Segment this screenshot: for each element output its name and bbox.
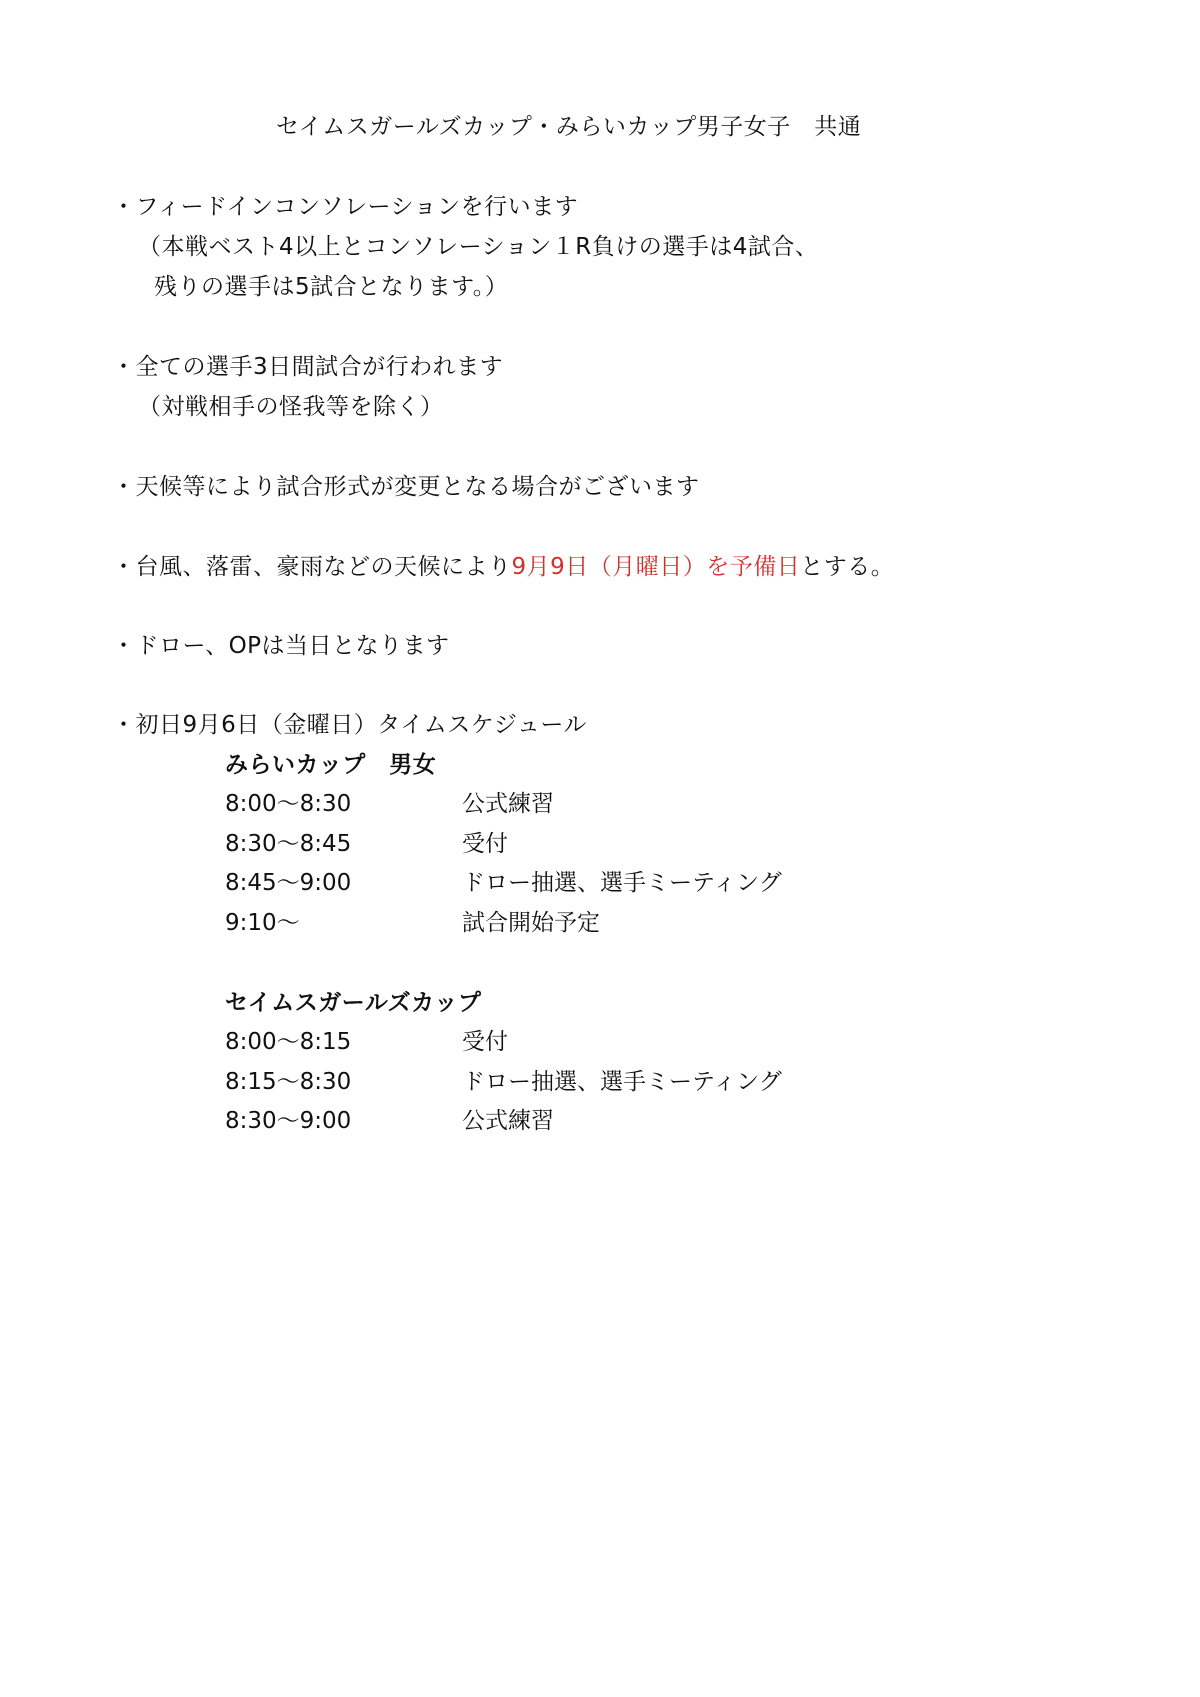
bullet-consolation: ・フィードインコンソレーションを行います xyxy=(112,194,579,220)
bullet-consolation-note-2: 残りの選手は5試合となります。） xyxy=(154,274,509,300)
bullet-three-days-note: （対戦相手の怪我等を除く） xyxy=(138,394,444,420)
bullet-draw-op: ・ドロー、OPは当日となります xyxy=(112,633,450,659)
reserve-day-highlight: 9月9日（月曜日）を予備日 xyxy=(511,554,801,580)
schedule-time: 8:30〜9:00 xyxy=(225,1108,352,1134)
bullet-schedule-intro: ・初日9月6日（金曜日）タイムスケジュール xyxy=(112,712,587,738)
schedule-time: 8:30〜8:45 xyxy=(225,831,352,857)
schedule-event: 公式練習 xyxy=(462,791,554,817)
bullet-reserve-day xyxy=(112,552,894,582)
bullet-weather-format: ・天候等により試合形式が変更となる場合がございます xyxy=(112,474,700,500)
schedule-event: 試合開始予定 xyxy=(462,910,600,936)
schedule-time: 8:00〜8:15 xyxy=(225,1029,352,1055)
reserve-day-text-after: とする。 xyxy=(800,554,895,580)
schedule-event: 公式練習 xyxy=(462,1108,554,1134)
schedule-time: 8:00〜8:30 xyxy=(225,791,352,817)
schedule-event: 受付 xyxy=(462,1029,508,1055)
bullet-consolation-note-1: （本戦ベスト4以上とコンソレーション１R負けの選手は4試合、 xyxy=(138,234,819,260)
schedule-mirai-heading: みらいカップ 男女 xyxy=(225,752,437,778)
schedule-event: ドロー抽選、選手ミーティング xyxy=(462,870,782,896)
reserve-day-text-before: ・台風、落雷、豪雨などの天候により xyxy=(112,554,512,580)
schedule-seims-heading: セイムスガールズカップ xyxy=(225,990,482,1016)
schedule-time: 8:45〜9:00 xyxy=(225,870,352,896)
bullet-three-days: ・全ての選手3日間試合が行われます xyxy=(112,354,504,380)
schedule-time: 9:10〜 xyxy=(225,910,300,936)
schedule-time: 8:15〜8:30 xyxy=(225,1069,352,1095)
schedule-event: 受付 xyxy=(462,831,508,857)
page-title: セイムスガールズカップ・みらいカップ男子女子 共通 xyxy=(276,114,862,140)
schedule-event: ドロー抽選、選手ミーティング xyxy=(462,1069,782,1095)
